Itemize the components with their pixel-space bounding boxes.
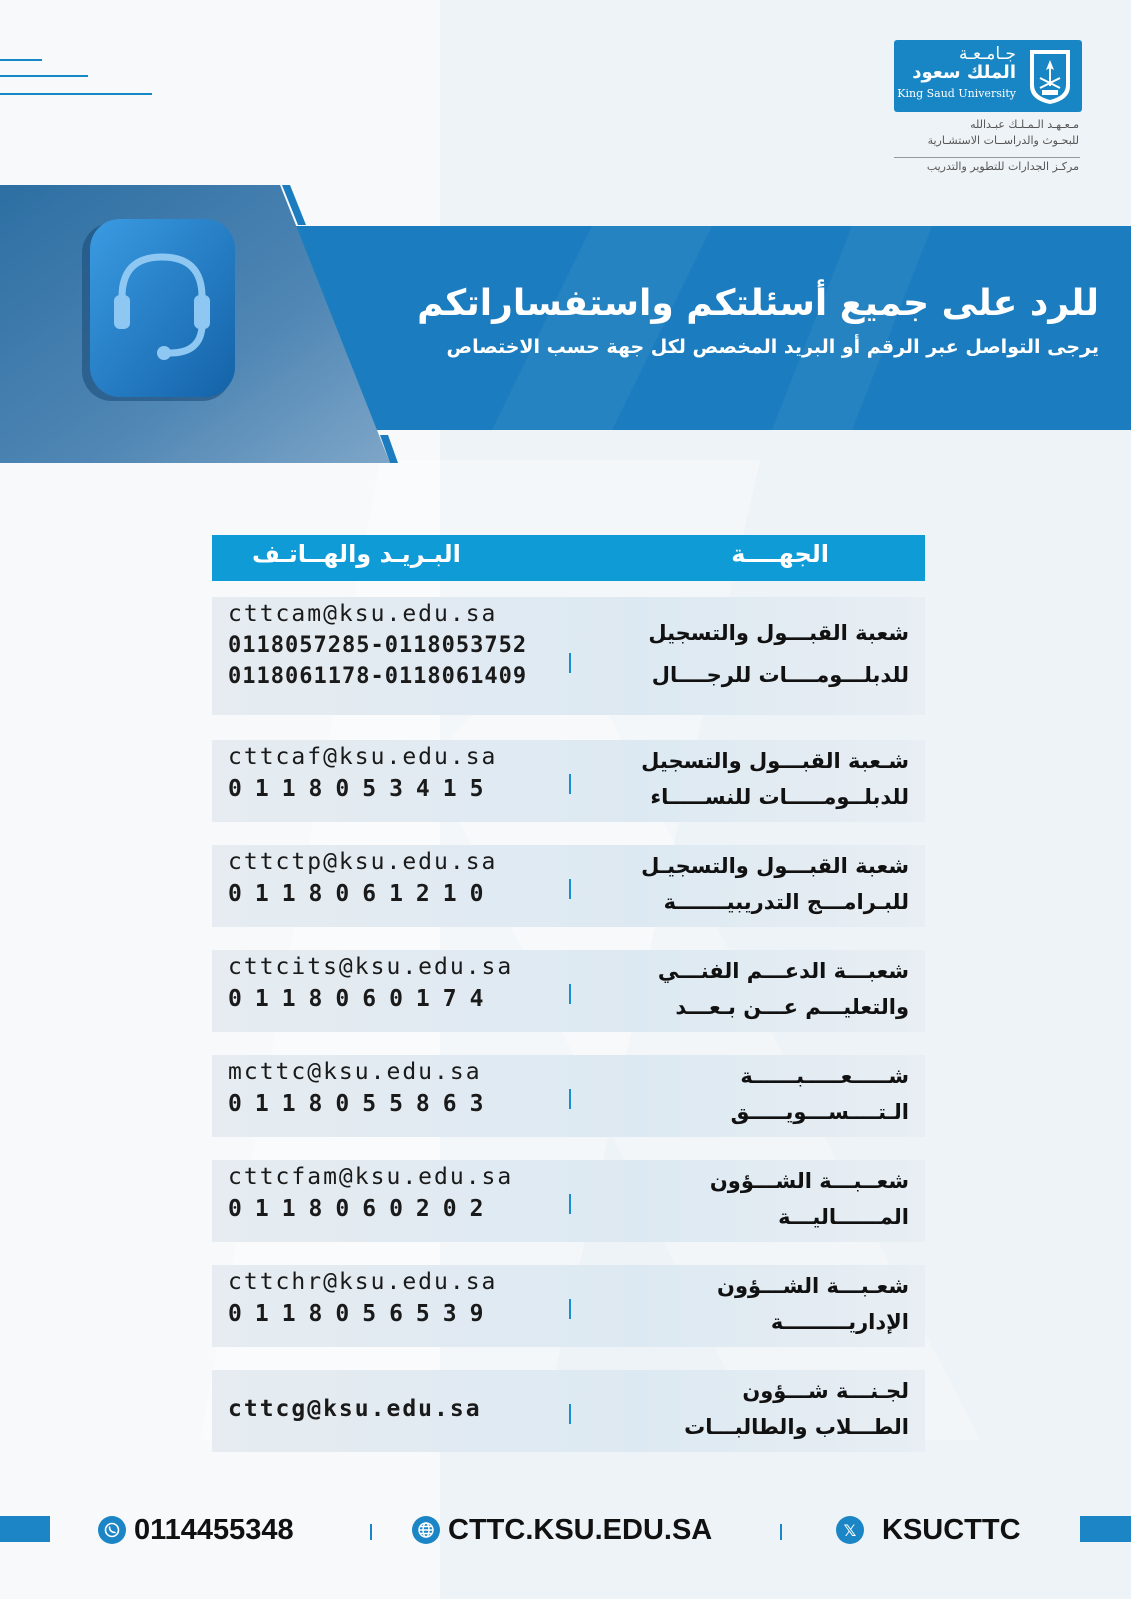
footer-website-text: CTTC.KSU.EDU.SA [448,1513,713,1546]
institute-line-3: مركـز الجدارات للتطوير والتدريب [926,160,1079,173]
phone-number: 0118055863 [228,1091,497,1117]
ksu-logo [894,40,1082,112]
university-emblem-icon [1026,48,1074,106]
globe-icon [412,1516,440,1544]
header-department: الجهــــة [731,540,829,568]
table-row [212,950,925,1032]
row-divider [569,1194,571,1214]
footer-x-text: KSUCTTC [882,1513,1021,1546]
phone-number: 0118060174 [228,986,497,1012]
table-row [212,1160,925,1242]
footer-separator [370,1524,372,1540]
table-row [212,740,925,822]
footer-x-handle[interactable] [836,1511,1021,1549]
phone-number: 0118060202 [228,1196,497,1222]
table-row [212,1370,925,1452]
institute-line-2: للبحـوث والدراســات الاستشـارية [927,134,1079,147]
decor-line-1 [0,59,42,61]
decor-line-3 [0,93,152,95]
footer-bar-right [1080,1516,1131,1542]
phone-number: 0118061178-0118061409 [228,664,528,689]
banner-title: للرد على جميع أسئلتكم واستفساراتكم [417,283,1099,324]
contact-info [228,1269,497,1327]
email-link[interactable]: mcttc@ksu.edu.sa [228,1059,482,1085]
phone-number: 0118053415 [228,776,497,802]
phone-number: 0118061210 [228,881,497,907]
row-divider [569,1404,571,1424]
table-row [212,1265,925,1347]
email-link[interactable]: cttcits@ksu.edu.sa [228,954,514,980]
contact-info [228,744,497,802]
table-row [212,845,925,927]
footer-separator [780,1524,782,1540]
contact-info [228,1164,513,1222]
contact-info [228,1059,496,1117]
department-name: شعــبـــة الشـــؤون المــــــاليـــة [709,1169,909,1229]
banner-image [0,185,400,463]
table-row [212,1055,925,1137]
email-link[interactable]: cttctp@ksu.edu.sa [228,849,498,875]
row-divider [569,653,571,673]
phone-number: 0118057285-0118053752 [228,633,528,658]
header-contact: البـريـد والهــاتـف [252,540,461,568]
department-name: شعبـــة الدعـــم الفنـــي والتعليـــم عـــن بـعـــد [657,959,909,1019]
logo-arabic-line2: الملك سعود [912,62,1016,83]
table-header [212,535,925,581]
institute-divider [894,157,1080,158]
phone-number: 0118056539 [228,1301,497,1327]
department-name: شعـبـــة الشـــؤون الإداريـــــــــة [717,1274,909,1334]
table-row [212,597,925,715]
banner-background [292,226,1131,430]
row-divider [569,1299,571,1319]
department-name: شـعبة القبـــول والتسجيل للدبلــومـــــات للنســـــاء [641,749,909,809]
footer-bar-left [0,1516,50,1542]
email-link[interactable]: cttcg@ksu.edu.sa [228,1396,482,1422]
footer-phone-text: 0114455348 [134,1513,294,1546]
row-divider [569,879,571,899]
department-name: شعبة القبـــول والتسجيـل للبـرامـــج التدريبيـــــــة [641,854,909,914]
footer-phone[interactable] [98,1511,294,1549]
email-link[interactable]: cttcam@ksu.edu.sa [228,601,498,627]
contact-info [228,601,527,689]
email-link[interactable]: cttchr@ksu.edu.sa [228,1269,498,1295]
logo-english: King Saud University [897,87,1016,100]
email-link[interactable]: cttcaf@ksu.edu.sa [228,744,498,770]
department-name: شعبة القبـــول والتسجيل للدبلـــومــــات للرجــــال [648,621,909,687]
logo-arabic-line1: جـامـعـة [958,44,1016,64]
whatsapp-icon [98,1516,126,1544]
decor-line-2 [0,75,88,77]
row-divider [569,984,571,1004]
row-divider [569,774,571,794]
institute-line-1: مـعـهـد الـمـلـك عبـدالله [970,118,1079,131]
contact-info [228,849,497,907]
department-name: لجـنـــة شـــؤون الطـــلاب والطالبـــات [684,1379,909,1439]
footer-website[interactable] [412,1511,712,1549]
department-name: شـــــعـــــبــــــة الـتــــســـويـــــق [730,1064,909,1124]
contact-info [228,954,513,1012]
x-logo-icon: 𝕏 [836,1516,864,1544]
contact-info [228,1396,482,1422]
row-divider [569,1089,571,1109]
email-link[interactable]: cttcfam@ksu.edu.sa [228,1164,514,1190]
banner-subtitle: يرجى التواصل عبر الرقم أو البريد المخصص لكل جهة حسب الاختصاص [446,336,1099,358]
